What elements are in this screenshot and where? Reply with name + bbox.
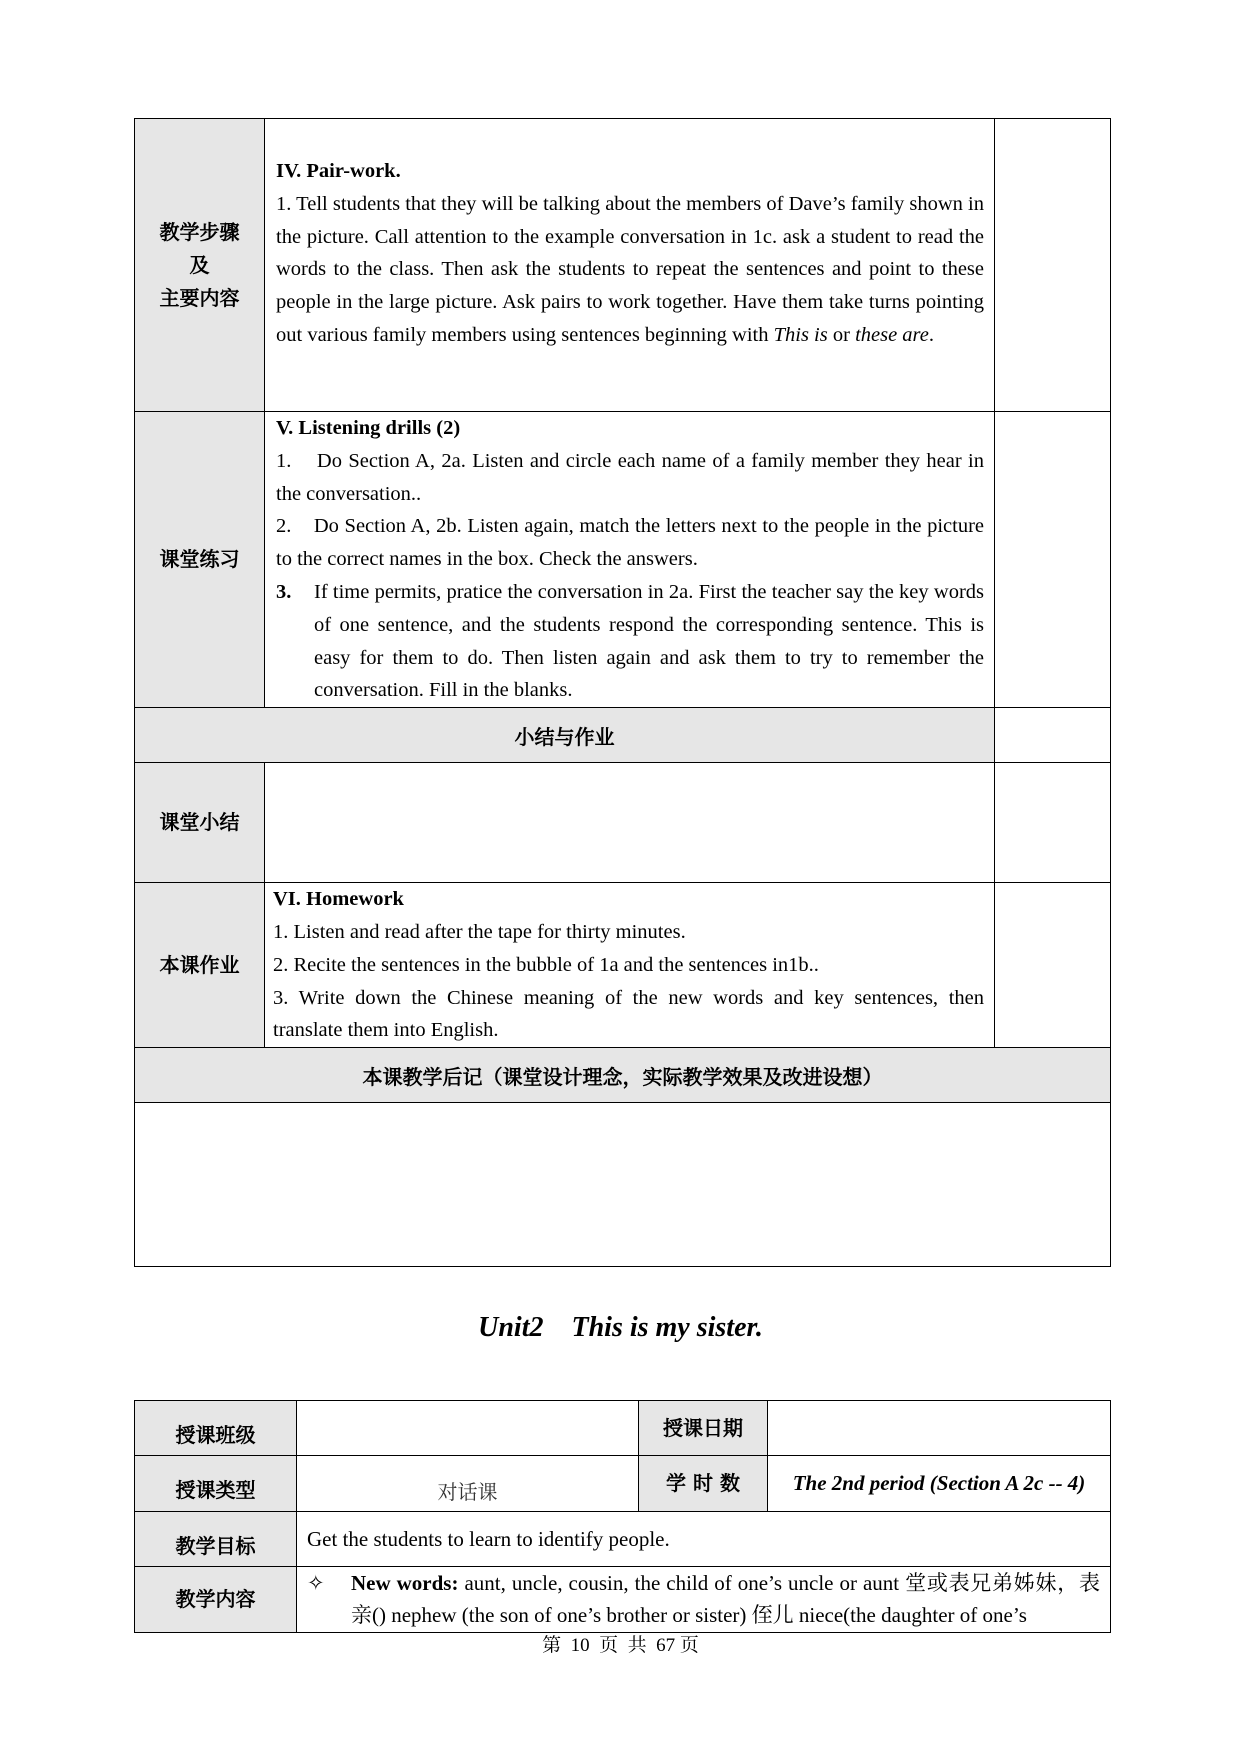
pair-work-paragraph: [276, 188, 984, 352]
new-words-item: [307, 1567, 1100, 1631]
new-words-label: New words:: [351, 1571, 459, 1595]
date-value: [768, 1401, 1111, 1456]
class-label: 授课班级: [135, 1401, 297, 1456]
hours-value: The 2nd period (Section A 2c -- 4): [768, 1456, 1111, 1512]
pair-work-end: .: [928, 323, 934, 346]
homework-notes-cell: [995, 883, 1111, 1048]
page-footer: 第 10 页 共 67 页: [542, 1635, 699, 1656]
practice-content: [265, 412, 995, 708]
practice-label: 课堂练习: [135, 412, 265, 708]
steps-content: [265, 119, 995, 412]
listening-drills-heading: V. Listening drills (2): [276, 417, 461, 439]
class-value: [297, 1401, 639, 1456]
pair-work-italic-these-are: these are: [855, 323, 929, 346]
homework-row: [135, 883, 1111, 1048]
new-words-line: [351, 1567, 1100, 1631]
summary-homework-header: 小结与作业: [135, 708, 995, 763]
lesson-plan-table-continued: [134, 118, 1111, 1267]
practice-item-1-num: 1.: [276, 449, 292, 472]
lesson-info-table: [134, 1400, 1111, 1633]
steps-row: [135, 119, 1111, 412]
steps-label-line-2: 及: [189, 252, 210, 277]
class-date-row: [135, 1401, 1111, 1456]
date-label: 授课日期: [639, 1401, 768, 1456]
content-label: 教学内容: [135, 1567, 297, 1633]
steps-label: [135, 119, 265, 412]
practice-item-2: [276, 510, 984, 576]
hours-label: 学 时 数: [639, 1456, 768, 1512]
steps-label-line-3: 主要内容: [159, 285, 240, 310]
reflection-row: [135, 1103, 1111, 1267]
homework-heading: VI. Homework: [273, 888, 404, 911]
homework-line-3: 3. Write down the Chinese meaning of the new words and key sentences, then translate them into English.: [273, 986, 984, 1042]
summary-header-notes-cell: [995, 708, 1111, 763]
reflection-header: 本课教学后记（课堂设计理念，实际教学效果及改进设想）: [135, 1048, 1111, 1103]
practice-item-2-text: Do Section A, 2b. Listen again, match the letters next to the people in the picture to the correct names in the box. Check the answers.: [276, 515, 984, 571]
type-hours-row: [135, 1456, 1111, 1512]
type-label: 授课类型: [135, 1456, 297, 1512]
class-summary-content: [265, 763, 995, 883]
new-words-text: aunt, uncle, cousin, the child of one’s uncle or aunt 堂或表兄弟姊妹，表亲() nephew (the son of one’s brother or sister) 侄儿 niece(the daughter of one’s: [351, 1571, 1100, 1627]
practice-item-3-text: If time permits, pratice the conversation in 2a. First the teacher say the key words of one sentence, and the students respond the corresponding sentence. This is easy for them to do. Then listen again and ask them to try to remember the conversation. Fill in the blanks.: [314, 580, 984, 702]
content-value: [297, 1567, 1111, 1633]
practice-item-1-text: Do Section A, 2a. Listen and circle each name of a family member they hear in the conversation..: [276, 449, 985, 505]
class-summary-row: [135, 763, 1111, 883]
goal-row: [135, 1512, 1111, 1567]
type-value: 对话课: [297, 1456, 639, 1512]
content-row: [135, 1567, 1111, 1633]
practice-item-2-num: 2.: [276, 515, 292, 538]
pair-work-heading: IV. Pair-work.: [276, 160, 401, 182]
pair-work-or: or: [827, 323, 856, 346]
unit-title: Unit2 This is my sister.: [478, 1312, 763, 1343]
pair-work-text: 1. Tell students that they will be talking about the members of Dave’s family shown in the picture. Call attention to the example conversation in 1c. ask a student to read the words to the class. Then ask the students to repeat the sentences and point to these people in the large picture. Ask pairs to work together. Have them take turns pointing out various family members using sentences beginning with: [276, 192, 984, 346]
steps-label-line-1: 教学步骤: [159, 219, 240, 244]
summary-header-row: [135, 708, 1111, 763]
practice-row: [135, 412, 1111, 708]
reflection-content: [135, 1103, 1111, 1267]
practice-notes-cell: [995, 412, 1111, 708]
class-summary-label: 课堂小结: [135, 763, 265, 883]
practice-item-1: [276, 445, 984, 511]
homework-line-2: 2. Recite the sentences in the bubble of 1a and the sentences in1b..: [273, 953, 819, 976]
reflection-header-row: [135, 1048, 1111, 1103]
homework-label: 本课作业: [135, 883, 265, 1048]
homework-content: [265, 883, 995, 1048]
goal-value: Get the students to learn to identify people.: [297, 1512, 1111, 1567]
pair-work-italic-this-is: This is: [773, 323, 828, 346]
bullet-icon: ✧: [307, 1571, 325, 1595]
practice-item-3: [276, 576, 984, 707]
goal-label: 教学目标: [135, 1512, 297, 1567]
practice-item-3-num: 3.: [276, 580, 292, 603]
homework-line-1: 1. Listen and read after the tape for thirty minutes.: [273, 920, 686, 943]
steps-notes-cell: [995, 119, 1111, 412]
class-summary-notes-cell: [995, 763, 1111, 883]
